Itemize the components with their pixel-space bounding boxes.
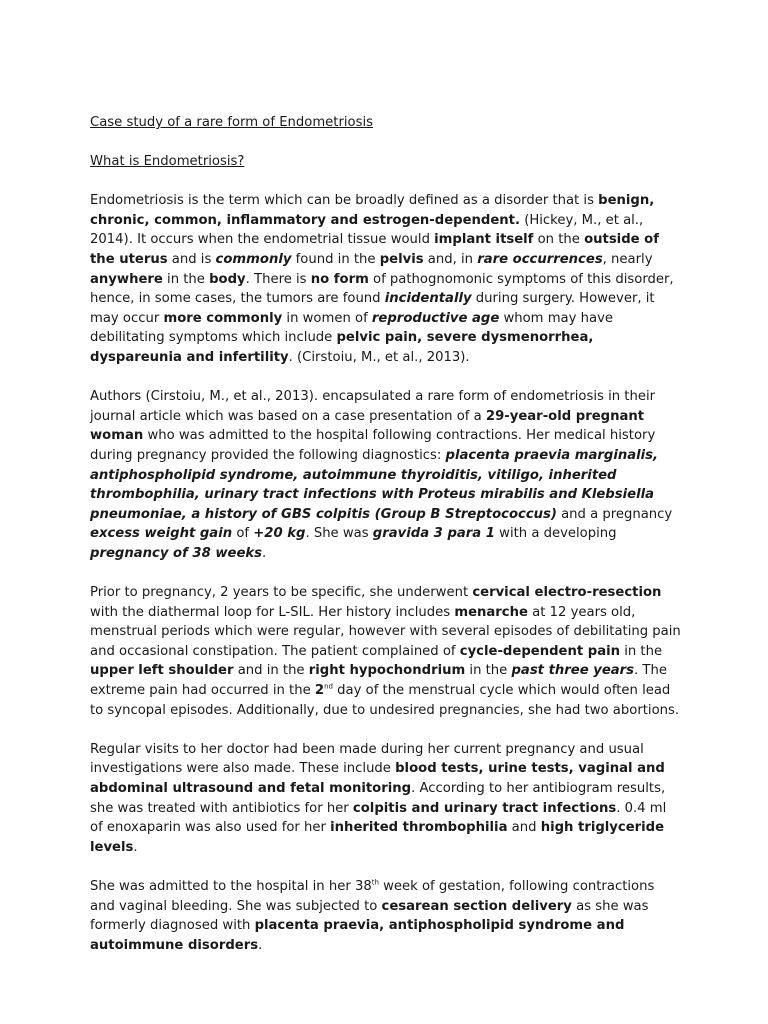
bold-italic-run: incidentally (384, 291, 472, 307)
bold-run: 29-year-old pregnant woman (90, 408, 645, 444)
text-run: . (262, 545, 267, 561)
bold-run: cesarean section delivery (381, 898, 572, 914)
text-run: day of the menstrual cycle which would often lead to syncopal episodes. Additionally, due to undesired pregnancies, she had two abortions. (90, 683, 680, 718)
bold-run: cycle-dependent pain (459, 643, 621, 659)
bold-run: anywhere (90, 271, 163, 287)
text-run: . (258, 937, 263, 953)
text-run: with the diathermal loop for L-SIL. Her history includes (90, 604, 455, 620)
bold-italic-run: pregnancy of 38 weeks (90, 545, 263, 561)
superscript: nd (324, 682, 333, 691)
text-run: with a developing (494, 526, 617, 542)
paragraph-admission (90, 877, 682, 955)
document-title: Case study of a rare form of Endometriosis (90, 115, 374, 130)
text-run: in the (620, 643, 663, 659)
paragraph-history (90, 583, 682, 720)
text-run: (Hickey, M., et al., 2014). It occurs when the endometrial tissue would (90, 212, 644, 248)
text-run: Prior to pregnancy, 2 years to be specific, she underwent (90, 585, 473, 601)
bold-run: blood tests, urine tests, vaginal and abdominal ultrasound and fetal monitoring (90, 761, 665, 796)
text-run: . There is (245, 271, 311, 287)
text-run: Regular visits to her doctor had been made during her current pregnancy and usual investigations were also made. These include (90, 741, 644, 777)
text-run: at 12 years old, menstrual periods which were regular, however with several episodes of debilitating pain and occasional constipation. The patient complained of (90, 604, 681, 659)
text-run: She was admitted to the hospital in her 38 (90, 878, 372, 894)
bold-italic-run: excess weight gain (90, 526, 233, 542)
bold-italic-run: +20 kg (253, 526, 306, 542)
text-run: . (133, 839, 138, 855)
bold-italic-run: past three years (511, 663, 635, 679)
bold-run: implant itself (434, 232, 534, 248)
text-run: on the (533, 232, 585, 248)
bold-run: more commonly (163, 310, 283, 326)
text-run: , nearly (602, 251, 653, 267)
bold-italic-run: placenta praevia marginalis, antiphospholipid syndrome, autoimmune thyroiditis, vitiligo, inherited thrombophilia, urinary tract infections with Proteus mirabilis and Klebsiella pneumoniae, a history of GBS colpitis (Group B Streptococcus) (90, 447, 659, 522)
bold-italic-run: gravida 3 para 1 (372, 526, 495, 542)
bold-run: right hypochondrium (308, 663, 466, 679)
bold-run: upper left shoulder (90, 663, 234, 679)
text-run: . The extreme pain had occurred in the (90, 663, 667, 699)
bold-run: high triglyceride levels (90, 820, 665, 855)
text-run: of (232, 526, 254, 542)
text-run: of pathognomonic symptoms of this disorder, hence, in some cases, the tumors are found (90, 271, 674, 307)
bold-run: colpitis and urinary tract infections (352, 800, 617, 816)
text-run: and a pregnancy (556, 506, 673, 522)
bold-run: no form (310, 271, 369, 287)
text-run: . She was (305, 526, 373, 542)
text-run: and in the (233, 663, 309, 679)
bold-run: pelvic pain, severe dysmenorrhea, dyspareunia and infertility (90, 330, 594, 365)
text-run: week of gestation, following contractions and vaginal bleeding. She was subjected to (90, 878, 655, 914)
bold-italic-run: rare occurrences (477, 251, 603, 267)
section-heading: What is Endometriosis? (90, 153, 245, 169)
text-run: . (Cirstoiu, M., et al., 2013). (288, 349, 470, 365)
text-run: and, in (423, 251, 478, 267)
bold-italic-run: commonly (215, 251, 292, 267)
bold-run: menarche (454, 604, 528, 620)
paragraph-investigations (90, 740, 682, 858)
bold-run: outside of the uterus (90, 232, 659, 267)
text-run: as she was formerly diagnosed with (90, 898, 649, 934)
bold-run: cervical electro-resection (472, 585, 662, 601)
text-run: found in the (291, 251, 380, 267)
paragraph-definition (90, 191, 682, 367)
bold-run: benign, chronic, common, inflammatory and estrogen-dependent. (90, 193, 655, 228)
bold-run: inherited thrombophilia (330, 820, 508, 836)
text-run: in women of (282, 310, 372, 326)
text-run: in the (162, 271, 210, 287)
bold-run: body (209, 271, 246, 287)
text-run: . According to her antibiogram results, she was treated with antibiotics for her (90, 781, 666, 816)
bold-italic-run: reproductive age (371, 310, 500, 326)
text-run: Endometriosis is the term which can be broadly defined as a disorder that is (90, 193, 599, 209)
text-run: and (507, 820, 541, 836)
document-page (90, 113, 682, 975)
bold-run: pelvis (379, 251, 424, 267)
bold-run: placenta praevia, antiphospholipid syndrome and autoimmune disorders (90, 918, 625, 953)
text-run: whom may have debilitating symptoms which include (90, 310, 613, 346)
text-run: who was admitted to the hospital following contractions. Her medical history during pregnancy provided the following diagnostics: (90, 428, 656, 463)
bold-run: 2 (314, 683, 325, 699)
text-run: during surgery. However, it may occur (90, 291, 655, 326)
superscript: th (371, 878, 379, 887)
paragraph-case-presentation (90, 387, 682, 563)
text-run: . 0.4 ml of enoxaparin was also used for her (90, 800, 667, 836)
text-run: in the (465, 663, 512, 679)
text-run: Authors (Cirstoiu, M., et al., 2013). encapsulated a rare form of endometriosis in their journal article which was based on a case presentation of a (90, 389, 656, 424)
text-run: and is (167, 251, 216, 267)
